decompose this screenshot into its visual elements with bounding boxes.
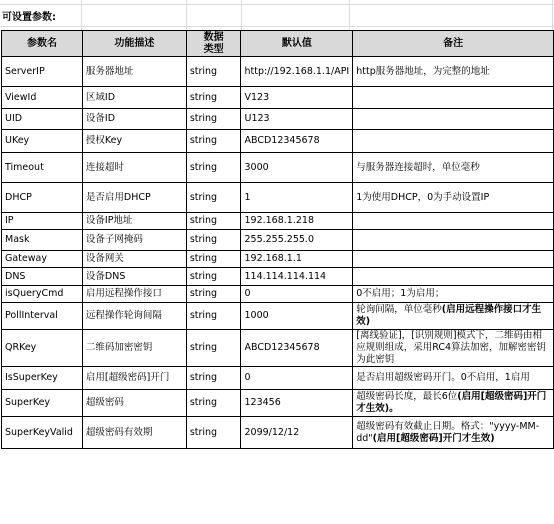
table-body (2, 57, 554, 449)
param-name-cell: ServerIP (2, 57, 83, 87)
function-desc-cell: 设备ID (82, 109, 186, 130)
sheet-gridlines (0, 0, 554, 30)
header-data-type (186, 31, 241, 57)
default-value-cell: ABCD12345678 (241, 330, 353, 367)
note-cell (353, 57, 554, 87)
param-name-cell: DHCP (2, 183, 83, 213)
param-name-cell: QRKey (2, 330, 83, 367)
note-cell (353, 367, 554, 390)
param-name-cell: SuperKeyValid (2, 417, 83, 449)
param-name-cell: isQueryCmd (2, 286, 83, 303)
table-row (2, 390, 554, 417)
default-value-cell: http://192.168.1.1/API (241, 57, 353, 87)
parameters-table (1, 30, 554, 449)
table-row (2, 303, 554, 330)
param-name-cell: DNS (2, 268, 83, 286)
note-text: 与服务器连接超时，单位毫秒 (356, 161, 480, 173)
function-desc-cell: 设备IP地址 (82, 213, 186, 230)
data-type-cell: string (186, 367, 241, 390)
note-cell (353, 153, 554, 183)
default-value-cell: 1000 (241, 303, 353, 330)
function-desc-cell: 超级密码有效期 (82, 417, 186, 449)
param-name-cell: UID (2, 109, 83, 130)
param-name-cell: IsSuperKey (2, 367, 83, 390)
data-type-cell: string (186, 268, 241, 286)
sheet-caption: 可设置参数: (2, 12, 56, 23)
data-type-cell: string (186, 87, 241, 109)
data-type-cell: string (186, 153, 241, 183)
function-desc-cell: 二维码加密密钥 (82, 330, 186, 367)
param-name-cell: UKey (2, 130, 83, 153)
table-header-row (2, 31, 554, 57)
note-text: http服务器地址，为完整的地址 (356, 65, 490, 77)
note-text: 0不启用；1为启用； (356, 288, 445, 299)
function-desc-cell: 启用[超级密码]开门 (82, 367, 186, 390)
default-value-cell: 123456 (241, 390, 353, 417)
data-type-cell: string (186, 390, 241, 417)
param-name-cell: Mask (2, 230, 83, 251)
table-row (2, 130, 554, 153)
header-note: 备注 (353, 31, 554, 57)
default-value-cell: 114.114.114.114 (241, 268, 353, 286)
note-cell (353, 230, 554, 251)
note-text: 是否启用超级密码开门。0不启用，1启用 (356, 372, 530, 383)
table-row (2, 268, 554, 286)
param-name-cell: SuperKey (2, 390, 83, 417)
function-desc-cell: 远程操作轮询间隔 (82, 303, 186, 330)
table-row (2, 183, 554, 213)
default-value-cell: 192.168.1.1 (241, 251, 353, 268)
note-cell (353, 417, 554, 449)
note-cell (353, 303, 554, 330)
default-value-cell: 3000 (241, 153, 353, 183)
function-desc-cell: 超级密码 (82, 390, 186, 417)
note-cell (353, 390, 554, 417)
data-type-cell: string (186, 330, 241, 367)
note-emphasis: (启用[超级密码]开门才生效)。 (356, 391, 547, 414)
default-value-cell: V123 (241, 87, 353, 109)
data-type-cell: string (186, 303, 241, 330)
note-cell (353, 213, 554, 230)
data-type-cell: string (186, 251, 241, 268)
note-text: 1为使用DHCP，0为手动设置IP (356, 191, 490, 203)
header-data-type-line2: 类型 (203, 43, 224, 55)
note-text: 轮询间隔，单位毫秒 (356, 304, 442, 315)
table-row (2, 87, 554, 109)
function-desc-cell: 区域ID (82, 87, 186, 109)
function-desc-cell: 设备子网掩码 (82, 230, 186, 251)
table-row (2, 330, 554, 367)
default-value-cell: ABCD12345678 (241, 130, 353, 153)
note-text: [离线验证]，[识别规则]模式下，二维码由相应规则组成，采用RC4算法加密，加解密密钥为此密钥 (356, 330, 547, 365)
data-type-cell: string (186, 57, 241, 87)
param-name-cell: PollInterval (2, 303, 83, 330)
function-desc-cell: 设备网关 (82, 251, 186, 268)
table-row (2, 286, 554, 303)
default-value-cell: 0 (241, 367, 353, 390)
note-cell (353, 183, 554, 213)
header-default-value: 默认值 (241, 31, 353, 57)
function-desc-cell: 授权Key (82, 130, 186, 153)
data-type-cell: string (186, 213, 241, 230)
table-row (2, 367, 554, 390)
default-value-cell: 0 (241, 286, 353, 303)
header-param-name: 参数名 (2, 31, 83, 57)
default-value-cell: 192.168.1.218 (241, 213, 353, 230)
param-name-cell: IP (2, 213, 83, 230)
data-type-cell: string (186, 183, 241, 213)
function-desc-cell: 设备DNS (82, 268, 186, 286)
function-desc-cell: 服务器地址 (82, 57, 186, 87)
default-value-cell: U123 (241, 109, 353, 130)
note-emphasis: (启用远程操作接口才生效) (356, 304, 542, 327)
note-cell (353, 286, 554, 303)
function-desc-cell: 是否启用DHCP (82, 183, 186, 213)
note-emphasis: (启用[超级密码]开门才生效) (372, 432, 495, 444)
table-row (2, 57, 554, 87)
table-row (2, 213, 554, 230)
header-data-type-line1: 数据 (203, 31, 224, 43)
note-cell (353, 251, 554, 268)
table-row (2, 230, 554, 251)
param-name-cell: Gateway (2, 251, 83, 268)
note-cell (353, 330, 554, 367)
function-desc-cell: 启用远程操作接口 (82, 286, 186, 303)
note-cell (353, 130, 554, 153)
param-name-cell: ViewId (2, 87, 83, 109)
note-cell (353, 109, 554, 130)
default-value-cell: 1 (241, 183, 353, 213)
table-row (2, 153, 554, 183)
note-cell (353, 268, 554, 286)
data-type-cell: string (186, 130, 241, 153)
note-text: 超级密码长度，最长6位 (356, 391, 458, 402)
data-type-cell: string (186, 417, 241, 449)
data-type-cell: string (186, 109, 241, 130)
table-row (2, 417, 554, 449)
data-type-cell: string (186, 230, 241, 251)
param-name-cell: Timeout (2, 153, 83, 183)
data-type-cell: string (186, 286, 241, 303)
default-value-cell: 255.255.255.0 (241, 230, 353, 251)
function-desc-cell: 连接超时 (82, 153, 186, 183)
table-row (2, 251, 554, 268)
note-text: 超级密码有效截止日期。格式："yyyy-MM-dd" (356, 420, 540, 444)
table-row (2, 109, 554, 130)
note-cell (353, 87, 554, 109)
default-value-cell: 2099/12/12 (241, 417, 353, 449)
header-function-desc: 功能描述 (82, 31, 186, 57)
